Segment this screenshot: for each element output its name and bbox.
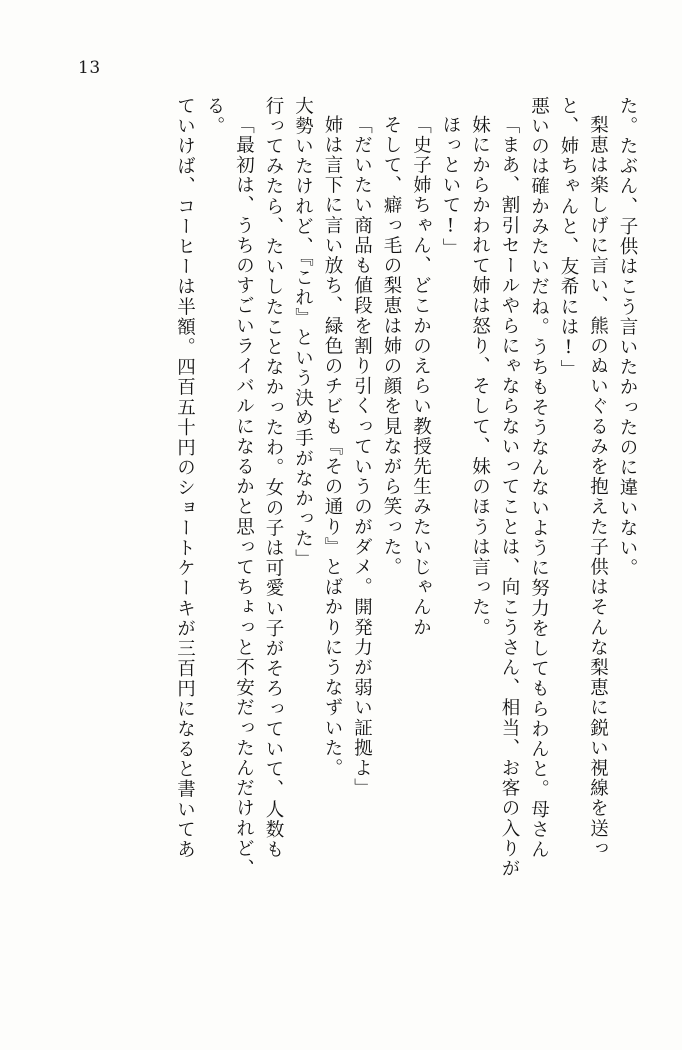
text-column: 大勢いたけれど、『これ』という決め手がなかった」 xyxy=(292,96,314,570)
text-column: る。 xyxy=(204,96,225,137)
text-column: 姉は言下に言い放ち、緑色のチビも『その通り』とばかりにうなずいた。 xyxy=(322,115,343,779)
text-column: と、姉ちゃんと、友希には!」 xyxy=(558,96,579,380)
text-column: 「史子姉ちゃん、どこかのえらい教授先生みたいじゃんか xyxy=(410,115,432,638)
text-column: 「まあ、割引セールやらにゃならないってことは、向こうさん、相当、お客の入りが xyxy=(499,115,520,879)
text-column: そして、癖っ毛の梨恵は姉の顔を見ながら笑った。 xyxy=(381,115,402,578)
text-column: 「最初は、うちのすごいライバルになるかと思ってちょっと不安だったんだけれど、 xyxy=(233,115,255,879)
vertical-text-body xyxy=(164,96,636,976)
text-column: 悪いのは確かみたいだね。うちもそうなんないように努力をしてもらわんと。母さん xyxy=(528,96,550,860)
text-column: た。たぶん、子供はこう言いたかったのに違いない。 xyxy=(617,96,638,579)
text-column: ほっといて!」 xyxy=(440,115,461,259)
text-column: 妹にからかわれて姉は怒り、そして、妹のほうは言った。 xyxy=(469,115,491,638)
text-column: ていけば、コーヒーは半額。四百五十円のショートケーキが三百円になると書いてあ xyxy=(174,96,196,860)
text-column: 「だいたい商品も値段を割り引くっていうのがダメ。開発力が弱い証拠よ」 xyxy=(351,115,373,799)
page-number: 13 xyxy=(78,58,101,78)
text-column: 行ってみたら、たいしたことなかったわ。女の子は可愛い子がそろっていて、人数も xyxy=(263,96,284,860)
text-column: 梨恵は楽しげに言い、熊のぬいぐるみを抱えた子供はそんな梨恵に鋭い視線を送っ xyxy=(587,115,609,859)
